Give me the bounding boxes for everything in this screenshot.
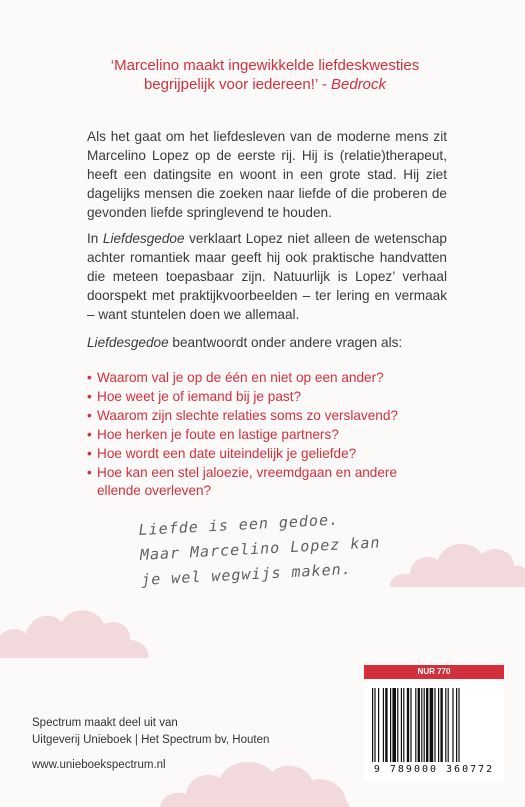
bullet-icon: • xyxy=(87,427,92,442)
list-item xyxy=(87,369,427,387)
barcode xyxy=(364,681,504,781)
handwritten-line-3: je wel wegwijs maken. xyxy=(140,559,353,589)
p2-prefix: In xyxy=(87,231,103,246)
nur-label: NUR 770 xyxy=(364,665,504,679)
publisher-website: www.unieboekspectrum.nl xyxy=(32,759,166,771)
questions-intro xyxy=(87,333,447,352)
question-text: Hoe wordt een date uiteindelijk je geliefde? xyxy=(97,446,357,461)
quote-line-2-text: begrijpelijk voor iedereen!’ - xyxy=(143,76,331,93)
book-title-inline-2: Liefdesgedoe xyxy=(87,335,169,350)
question-text: Waarom val je op de één en niet op een ander? xyxy=(97,370,384,385)
publisher-line-2: Uitgeverij Unieboek | Het Spectrum bv, Houten xyxy=(32,734,270,746)
quote-line-2 xyxy=(80,75,450,94)
question-text: Hoe weet je of iemand bij je past? xyxy=(97,389,302,404)
list-item xyxy=(87,464,427,500)
p2-rest: verklaart Lopez niet alleen de wetenschap achter romantiek maar geeft hij ook praktische handvatten die meteen toepasbaar zijn. Natuurlijk is Lopez’ verhaal doorspekt met praktijkvoorbeelden – ter lering en vermaak – want stuntelen doen we allemaal. xyxy=(87,231,447,322)
handwritten-line-2: Maar Marcelino Lopez kan xyxy=(139,533,381,564)
question-text: Hoe herken je foute en lastige partners? xyxy=(97,427,339,442)
quote-source: Bedrock xyxy=(331,76,387,93)
isbn-number: 9 789000 360772 xyxy=(373,764,495,775)
list-item xyxy=(87,445,427,463)
book-title-inline: Liefdesgedoe xyxy=(102,231,185,246)
review-quote xyxy=(80,56,450,94)
question-text: Hoe kan een stel jaloezie, vreemdgaan en andere ellende overleven? xyxy=(97,465,398,498)
list-item xyxy=(87,388,427,406)
question-text: Waarom zijn slechte relaties soms zo verslavend? xyxy=(97,408,398,423)
questions-list xyxy=(87,369,427,501)
bullet-icon: • xyxy=(87,408,92,423)
publisher-line-1: Spectrum maakt deel uit van xyxy=(32,717,178,729)
barcode-bars-icon xyxy=(372,688,496,762)
bullet-icon: • xyxy=(87,370,92,385)
list-item xyxy=(87,407,427,425)
cloud-left-icon xyxy=(0,598,150,658)
handwritten-line-1: Liefde is een gedoe. xyxy=(138,510,340,539)
bullet-icon: • xyxy=(87,389,92,404)
list-item xyxy=(87,426,427,444)
description-paragraph-1: Als het gaat om het liefdesleven van de moderne mens zit Marcelino Lopez op de eerste rij. Hij is (relatie)therapeut, heeft een datingsite en woont in een grote stad. Hij ziet dagelijks mensen die zoeken naar liefde of die proberen de gevonden liefde springlevend te houden. xyxy=(87,129,447,220)
bullet-icon: • xyxy=(87,446,92,461)
description-paragraph-2 xyxy=(87,229,447,324)
bullet-icon: • xyxy=(87,465,92,480)
questions-intro-rest: beantwoordt onder andere vragen als: xyxy=(168,335,403,350)
quote-line-1: ‘Marcelino maakt ingewikkelde liefdeskwesties xyxy=(110,57,420,74)
